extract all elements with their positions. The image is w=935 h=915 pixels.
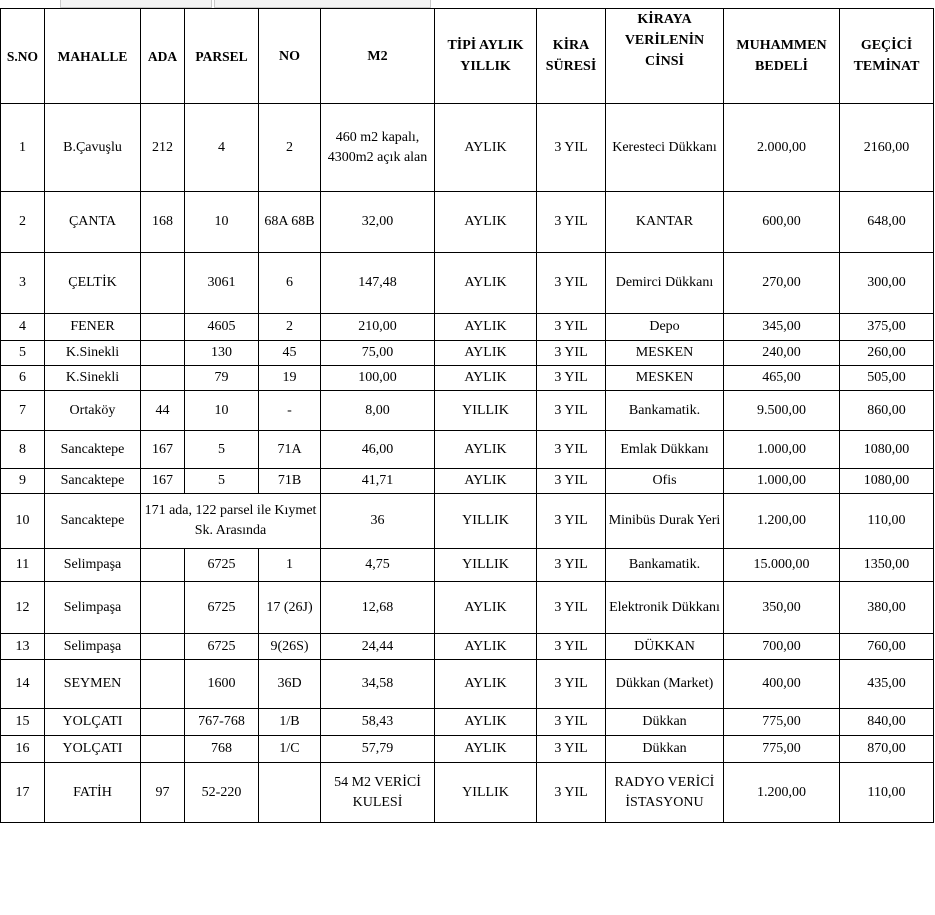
cell-sno: 13 xyxy=(1,634,45,660)
cell-mahalle: Sancaktepe xyxy=(45,469,141,494)
cell-no: 1 xyxy=(259,549,321,582)
cell-parsel: 768 xyxy=(185,736,259,763)
cell-sno: 9 xyxy=(1,469,45,494)
cell-m2: 36 xyxy=(321,494,435,549)
cell-sure: 3 YIL xyxy=(537,634,606,660)
cell-parsel: 79 xyxy=(185,366,259,391)
toolbar-tab[interactable] xyxy=(214,0,431,8)
cell-sure: 3 YIL xyxy=(537,469,606,494)
cell-mahalle: SEYMEN xyxy=(45,660,141,709)
cell-tipi: AYLIK xyxy=(435,366,537,391)
table-row xyxy=(1,549,934,582)
header-m2: M2 xyxy=(321,9,435,104)
cell-bedel: 270,00 xyxy=(724,253,840,314)
cell-bedel: 775,00 xyxy=(724,736,840,763)
cell-teminat: 870,00 xyxy=(840,736,934,763)
cell-mahalle: FENER xyxy=(45,314,141,341)
cell-cinsi: Ofis xyxy=(606,469,724,494)
cell-sure: 3 YIL xyxy=(537,314,606,341)
cell-no: 2 xyxy=(259,104,321,192)
cell-cinsi: KANTAR xyxy=(606,192,724,253)
table-row xyxy=(1,391,934,431)
cell-m2: 147,48 xyxy=(321,253,435,314)
cell-cinsi: Dükkan (Market) xyxy=(606,660,724,709)
cell-sno: 11 xyxy=(1,549,45,582)
cell-parsel: 1600 xyxy=(185,660,259,709)
cell-cinsi: Dükkan xyxy=(606,736,724,763)
cell-ada xyxy=(141,314,185,341)
cell-sure: 3 YIL xyxy=(537,582,606,634)
cell-m2: 210,00 xyxy=(321,314,435,341)
table-row xyxy=(1,763,934,823)
cell-tipi: AYLIK xyxy=(435,582,537,634)
cell-m2: 12,68 xyxy=(321,582,435,634)
cell-teminat: 380,00 xyxy=(840,582,934,634)
cell-sure: 3 YIL xyxy=(537,366,606,391)
cell-tipi: YILLIK xyxy=(435,494,537,549)
cell-mahalle: FATİH xyxy=(45,763,141,823)
cell-sno: 17 xyxy=(1,763,45,823)
cell-m2: 24,44 xyxy=(321,634,435,660)
cell-tipi: AYLIK xyxy=(435,709,537,736)
cell-m2: 32,00 xyxy=(321,192,435,253)
cell-mahalle: K.Sinekli xyxy=(45,341,141,366)
cell-mahalle: K.Sinekli xyxy=(45,366,141,391)
cell-ada xyxy=(141,709,185,736)
cell-teminat: 760,00 xyxy=(840,634,934,660)
cell-tipi: YILLIK xyxy=(435,391,537,431)
cell-cinsi: Demirci Dükkanı xyxy=(606,253,724,314)
cell-no: 45 xyxy=(259,341,321,366)
cell-no: 17 (26J) xyxy=(259,582,321,634)
cell-sure: 3 YIL xyxy=(537,192,606,253)
cell-m2: 460 m2 kapalı, 4300m2 açık alan xyxy=(321,104,435,192)
cell-cinsi: DÜKKAN xyxy=(606,634,724,660)
cell-bedel: 9.500,00 xyxy=(724,391,840,431)
cell-sno: 3 xyxy=(1,253,45,314)
cell-sno: 15 xyxy=(1,709,45,736)
cell-mahalle: ÇELTİK xyxy=(45,253,141,314)
cell-mahalle: YOLÇATI xyxy=(45,736,141,763)
cell-no: 2 xyxy=(259,314,321,341)
header-bedel: MUHAMMEN BEDELİ xyxy=(724,9,840,104)
cell-tipi: AYLIK xyxy=(435,104,537,192)
header-row xyxy=(1,9,934,104)
cell-teminat: 648,00 xyxy=(840,192,934,253)
cell-parsel: 767-768 xyxy=(185,709,259,736)
cell-cinsi: Dükkan xyxy=(606,709,724,736)
cell-cinsi: MESKEN xyxy=(606,341,724,366)
cell-ada: 167 xyxy=(141,431,185,469)
cell-teminat: 505,00 xyxy=(840,366,934,391)
cell-ada: 44 xyxy=(141,391,185,431)
cell-m2: 75,00 xyxy=(321,341,435,366)
cell-sno: 6 xyxy=(1,366,45,391)
cell-mahalle: Selimpaşa xyxy=(45,634,141,660)
cell-ada: 97 xyxy=(141,763,185,823)
cell-sno: 7 xyxy=(1,391,45,431)
cell-teminat: 860,00 xyxy=(840,391,934,431)
cell-sno: 4 xyxy=(1,314,45,341)
cell-mahalle: Ortaköy xyxy=(45,391,141,431)
cell-teminat: 375,00 xyxy=(840,314,934,341)
cell-mahalle: B.Çavuşlu xyxy=(45,104,141,192)
cell-ada xyxy=(141,660,185,709)
cell-parsel: 130 xyxy=(185,341,259,366)
header-ada: ADA xyxy=(141,9,185,104)
cell-sno: 1 xyxy=(1,104,45,192)
cell-sure: 3 YIL xyxy=(537,253,606,314)
cell-cinsi: Elektronik Dükkanı xyxy=(606,582,724,634)
table-row xyxy=(1,736,934,763)
table-row xyxy=(1,469,934,494)
cell-bedel: 350,00 xyxy=(724,582,840,634)
cell-sure: 3 YIL xyxy=(537,104,606,192)
cell-parsel: 5 xyxy=(185,469,259,494)
cell-ada: 168 xyxy=(141,192,185,253)
cell-teminat: 435,00 xyxy=(840,660,934,709)
cell-sure: 3 YIL xyxy=(537,736,606,763)
cell-bedel: 465,00 xyxy=(724,366,840,391)
header-parsel: PARSEL xyxy=(185,9,259,104)
cell-tipi: AYLIK xyxy=(435,660,537,709)
header-tipi: TİPİ AYLIK YILLIK xyxy=(435,9,537,104)
cell-ada-parsel-no: 171 ada, 122 parsel ile Kıymet Sk. Arasında xyxy=(141,494,321,549)
cell-bedel: 2.000,00 xyxy=(724,104,840,192)
cell-cinsi: MESKEN xyxy=(606,366,724,391)
table-row xyxy=(1,709,934,736)
cell-sure: 3 YIL xyxy=(537,391,606,431)
cell-sure: 3 YIL xyxy=(537,709,606,736)
cell-no: - xyxy=(259,391,321,431)
cell-tipi: AYLIK xyxy=(435,469,537,494)
cell-cinsi: Minibüs Durak Yeri xyxy=(606,494,724,549)
cell-m2: 4,75 xyxy=(321,549,435,582)
cell-m2: 100,00 xyxy=(321,366,435,391)
table-row xyxy=(1,431,934,469)
cell-ada xyxy=(141,736,185,763)
cell-no: 68A 68B xyxy=(259,192,321,253)
cell-m2: 34,58 xyxy=(321,660,435,709)
cell-tipi: AYLIK xyxy=(435,253,537,314)
cell-parsel: 6725 xyxy=(185,582,259,634)
header-no: NO xyxy=(259,9,321,104)
table-row xyxy=(1,341,934,366)
cell-sure: 3 YIL xyxy=(537,549,606,582)
cell-bedel: 1.000,00 xyxy=(724,431,840,469)
cell-mahalle: YOLÇATI xyxy=(45,709,141,736)
cell-no: 36D xyxy=(259,660,321,709)
cell-cinsi: Keresteci Dükkanı xyxy=(606,104,724,192)
table-body xyxy=(1,104,934,823)
cell-sure: 3 YIL xyxy=(537,431,606,469)
cell-m2: 8,00 xyxy=(321,391,435,431)
cell-tipi: AYLIK xyxy=(435,634,537,660)
cell-mahalle: ÇANTA xyxy=(45,192,141,253)
cell-teminat: 110,00 xyxy=(840,494,934,549)
cell-sno: 12 xyxy=(1,582,45,634)
cell-cinsi: RADYO VERİCİ İSTASYONU xyxy=(606,763,724,823)
table-row xyxy=(1,314,934,341)
cell-sno: 10 xyxy=(1,494,45,549)
cell-mahalle: Selimpaşa xyxy=(45,549,141,582)
cell-sno: 8 xyxy=(1,431,45,469)
cell-ada xyxy=(141,253,185,314)
cell-sure: 3 YIL xyxy=(537,763,606,823)
cell-tipi: AYLIK xyxy=(435,431,537,469)
cell-sno: 14 xyxy=(1,660,45,709)
cell-tipi: AYLIK xyxy=(435,736,537,763)
table-row xyxy=(1,494,934,549)
cell-no: 71A xyxy=(259,431,321,469)
cell-m2: 57,79 xyxy=(321,736,435,763)
cell-parsel: 52-220 xyxy=(185,763,259,823)
cell-parsel: 4 xyxy=(185,104,259,192)
cell-bedel: 345,00 xyxy=(724,314,840,341)
cell-ada: 212 xyxy=(141,104,185,192)
cell-ada xyxy=(141,341,185,366)
cell-sure: 3 YIL xyxy=(537,494,606,549)
header-kira-suresi: KİRA SÜRESİ xyxy=(537,9,606,104)
cell-teminat: 1080,00 xyxy=(840,431,934,469)
table-row xyxy=(1,634,934,660)
cell-parsel: 10 xyxy=(185,391,259,431)
cell-sno: 5 xyxy=(1,341,45,366)
cell-ada: 167 xyxy=(141,469,185,494)
cell-no: 1/B xyxy=(259,709,321,736)
table-row xyxy=(1,582,934,634)
cell-teminat: 110,00 xyxy=(840,763,934,823)
header-sno: S.NO xyxy=(1,9,45,104)
cell-parsel: 4605 xyxy=(185,314,259,341)
cell-parsel: 10 xyxy=(185,192,259,253)
cell-tipi: AYLIK xyxy=(435,341,537,366)
header-teminat: GEÇİCİ TEMİNAT xyxy=(840,9,934,104)
cell-no: 71B xyxy=(259,469,321,494)
table-row xyxy=(1,104,934,192)
cell-m2: 46,00 xyxy=(321,431,435,469)
cell-ada xyxy=(141,634,185,660)
cell-teminat: 2160,00 xyxy=(840,104,934,192)
cell-ada xyxy=(141,549,185,582)
cell-no xyxy=(259,763,321,823)
table-row xyxy=(1,660,934,709)
cell-sno: 16 xyxy=(1,736,45,763)
cell-bedel: 400,00 xyxy=(724,660,840,709)
table-row xyxy=(1,253,934,314)
cell-sno: 2 xyxy=(1,192,45,253)
cell-no: 19 xyxy=(259,366,321,391)
cell-teminat: 260,00 xyxy=(840,341,934,366)
cell-bedel: 1.200,00 xyxy=(724,763,840,823)
cell-cinsi: Bankamatik. xyxy=(606,549,724,582)
cell-mahalle: Sancaktepe xyxy=(45,431,141,469)
cell-parsel: 6725 xyxy=(185,634,259,660)
cell-teminat: 1350,00 xyxy=(840,549,934,582)
cell-no: 1/C xyxy=(259,736,321,763)
table-row xyxy=(1,366,934,391)
cell-parsel: 6725 xyxy=(185,549,259,582)
cell-mahalle: Sancaktepe xyxy=(45,494,141,549)
cell-bedel: 240,00 xyxy=(724,341,840,366)
cell-m2: 58,43 xyxy=(321,709,435,736)
header-cinsi: KİRAYA VERİLENİN CİNSİ xyxy=(606,9,724,104)
cell-bedel: 600,00 xyxy=(724,192,840,253)
header-mahalle: MAHALLE xyxy=(45,9,141,104)
cell-tipi: YILLIK xyxy=(435,763,537,823)
cell-teminat: 840,00 xyxy=(840,709,934,736)
cell-parsel: 5 xyxy=(185,431,259,469)
cell-ada xyxy=(141,366,185,391)
cell-cinsi: Bankamatik. xyxy=(606,391,724,431)
cell-cinsi: Depo xyxy=(606,314,724,341)
cell-bedel: 700,00 xyxy=(724,634,840,660)
cell-bedel: 1.200,00 xyxy=(724,494,840,549)
rental-table xyxy=(0,8,934,823)
cell-tipi: AYLIK xyxy=(435,192,537,253)
cell-no: 6 xyxy=(259,253,321,314)
toolbar-tab[interactable] xyxy=(60,0,212,8)
cell-parsel: 3061 xyxy=(185,253,259,314)
cell-bedel: 15.000,00 xyxy=(724,549,840,582)
cell-teminat: 300,00 xyxy=(840,253,934,314)
cell-mahalle: Selimpaşa xyxy=(45,582,141,634)
cell-no: 9(26S) xyxy=(259,634,321,660)
cell-teminat: 1080,00 xyxy=(840,469,934,494)
cell-sure: 3 YIL xyxy=(537,660,606,709)
cell-cinsi: Emlak Dükkanı xyxy=(606,431,724,469)
cell-tipi: AYLIK xyxy=(435,314,537,341)
cell-m2: 54 M2 VERİCİ KULESİ xyxy=(321,763,435,823)
cell-bedel: 775,00 xyxy=(724,709,840,736)
cell-tipi: YILLIK xyxy=(435,549,537,582)
cell-bedel: 1.000,00 xyxy=(724,469,840,494)
table-row xyxy=(1,192,934,253)
cell-ada xyxy=(141,582,185,634)
cell-sure: 3 YIL xyxy=(537,341,606,366)
cell-m2: 41,71 xyxy=(321,469,435,494)
